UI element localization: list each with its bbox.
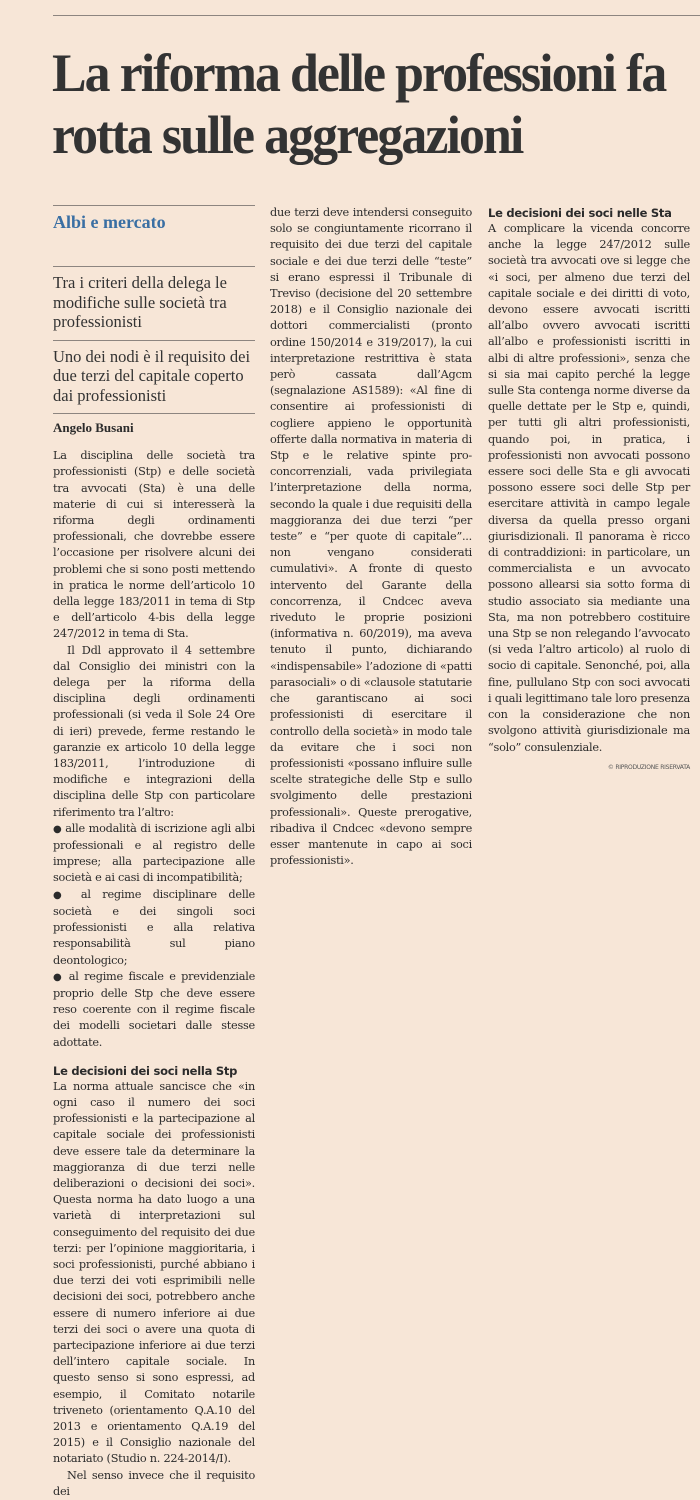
paragraph: La norma attuale sancisce che «in ogni caso il numero dei soci professionisti e la partecipazione al capitale sociale dei professionisti deve essere tale da determinare la maggioranza di due terzi nelle deliberazioni o decisioni dei soci». Questa norma ha dato luogo a una varietà di interpretazioni sul conseguimento del requisito dei due terzi: per l’opinione maggioritaria, i soci professionisti, purché abbiano i due terzi dei voti esprimibili nelle decisioni dei soci, potrebbero anche essere di numero inferiore ai due terzi dei soci o avere una quota di partecipazione inferiore ai due terzi dell’intero capitale sociale. In questo senso si sono espressi, ad esempio, il Comitato notarile triveneto (orientamento Q.A.10 del 2013 e orientamento Q.A.19 del 2015) e il Consiglio nazionale del notariato (Studio n. 224-2014/I). bbox=[53, 1079, 255, 1466]
author-byline: Angelo Busani bbox=[53, 420, 134, 435]
paragraph: Nel senso invece che il requisito dei bbox=[53, 1468, 255, 1498]
headline: La riforma delle professioni fa rotta sulle aggregazioni bbox=[52, 43, 666, 165]
bullet-item: ● al regime fiscale e previdenziale proprio delle Stp che deve essere reso coerente con il regime fiscale dei modelli societari dalle stesse adottate. bbox=[53, 969, 255, 1051]
bullet-item: ● alle modalità di iscrizione agli albi professionali e al registro delle imprese; alla partecipazione alle società e ai casi di incompatibilità; bbox=[53, 821, 255, 887]
paragraph: A complicare la vicenda concorre anche la legge 247/2012 sulle società tra avvocati ove si legge che «i soci, per almeno due terzi del capitale sociale e dei diritti di voto, devono essere avvocati iscritti all’albo ovvero avvocati iscritti all’albo e professionisti iscritti in albi di altre professioni», senza che si sia mai capito perché la legge sulle Sta contenga norme diverse da quelle dettate per le Stp e, quindi, per tutti gli altri professionisti, quando poi, in pratica, i professionisti non avvocati possono essere soci delle Sta e gli avvocati possono essere soci delle Stp per esercitare attività in campo legale diversa da quella presso organi giurisdizionali. Il panorama è ricco di contraddizioni: in particolare, un commercialista e un avvocato possono allearsi sia sotto forma di studio associato sia mediante una Sta, ma non potrebbero costituire una Stp se non relegando l’avvocato (si veda l’altro articolo) al ruolo di socio di capitale. Senonché, poi, alla fine, pullulano Stp con soci avvocati i quali legittimano tale loro presenza con la considerazione che non svolgono attività giurisdizionale ma “solo” consulenziale. bbox=[488, 222, 690, 754]
section-label: Albi e mercato bbox=[53, 212, 166, 232]
top-rule bbox=[53, 15, 700, 16]
subheading: Le decisioni dei soci nelle Sta bbox=[488, 206, 672, 220]
subheading: Le decisioni dei soci nella Stp bbox=[53, 1063, 238, 1078]
column-1 bbox=[53, 205, 255, 1500]
column-2 bbox=[270, 205, 472, 869]
column-3 bbox=[488, 205, 690, 776]
paragraph: Il Ddl approvato il 4 settembre dal Consiglio dei ministri con la delega per la riforma della disciplina degli ordinamenti professionali (si veda il Sole 24 Ore di ieri) prevede, ferme restando le garanzie ex articolo 10 della legge 183/2011, l’introduzione di modifiche e integrazioni della disciplina delle Stp con particolare riferimento tra l’altro: bbox=[53, 643, 255, 819]
paragraph: due terzi deve intendersi conseguito solo se congiuntamente ricorrano il requisito dei due terzi del capitale sociale e dei due terzi delle “teste” si erano espressi il Tribunale di Treviso (decisione del 20 settembre 2018) e il Consiglio nazionale dei dottori commercialisti (pronto ordine 150/2014 e 319/2017), la cui interpretazione restrittiva è stata però cassata dall’Agcm (segnalazione AS1589): «Al fine di consentire ai professionisti di cogliere appieno le opportunità offerte dalla normativa in materia di Stp e le relative spinte pro-concorrenziali, vada privilegiata l’interpretazione della norma, secondo la quale i due requisiti della maggioranza dei due terzi “per teste” e “per quote di capitale”... non vengano considerati cumulativi». A fronte di questo intervento del Garante della concorrenza, il Cndcec aveva riveduto le proprie posizioni (informativa n. 60/2019), ma aveva tenuto il punto, dichiarando «indispensabile» l’adozione di «patti parasociali» o di «clausole statutarie che garantiscano ai soci professionisti di esercitare il controllo della società» in modo tale da evitare che i soci non professionisti «possano influire sulle scelte strategiche delle Stp e sullo svolgimento delle prestazioni professionali». Queste prerogative, ribadiva il Cndcec «devono sempre esser mantenute in capo ai soci professionisti». bbox=[270, 206, 472, 868]
bullet-item: ● al regime disciplinare delle società e dei singoli soci professionisti e alla relativa responsabilità sul piano deontologico; bbox=[53, 887, 255, 969]
paragraph: La disciplina delle società tra professionisti (Stp) e delle società tra avvocati (Sta) è una delle materie di cui si interesserà la riforma degli ordinamenti professionali, che dovrebbe essere l’occasione per risolvere alcuni dei problemi che si sono posti mettendo in pratica le norme dell’articolo 10 della legge 183/2011 in tema di Stp e dell’articolo 4-bis della legge 247/2012 in tema di Sta. bbox=[53, 449, 255, 641]
subtitle: Tra i criteri della delega le modifiche sulle società tra professionisti bbox=[53, 273, 227, 331]
copyright-notice: © RIPRODUZIONE RISERVATA bbox=[607, 763, 690, 771]
subtitle: Uno dei nodi è il requisito dei due terzi del capitale coperto dai professionisti bbox=[53, 346, 251, 405]
